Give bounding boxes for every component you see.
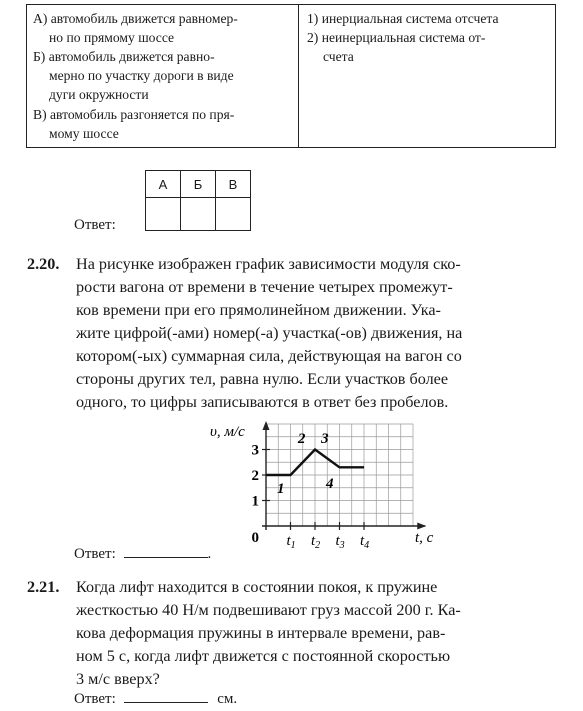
problem-text-line: 3 м/с вверх?	[76, 670, 160, 688]
y-tick-label: 1	[251, 493, 259, 510]
y-tick-label: 3	[251, 442, 259, 459]
y-tick-label: 0	[251, 530, 259, 546]
answer-label-text: Ответ:	[74, 546, 116, 562]
problem-text-line: жите цифрой(-ами) номер(-а) участка(-ов) движения, на	[76, 324, 463, 342]
problem-text-line: ков времени при его прямолинейном движении. Ука-	[76, 301, 441, 319]
answer-unit: см.	[217, 691, 238, 707]
table-right-line: счета	[323, 49, 354, 64]
grid-header-a: А	[146, 171, 181, 198]
table-left-line: В) автомобиль разгоняется по пря-	[33, 107, 235, 122]
segment-label: 2	[297, 431, 306, 448]
answer-cell-b[interactable]	[181, 198, 216, 231]
segment-label: 3	[321, 431, 329, 448]
y-axis-title: υ, м/с	[210, 424, 245, 440]
table-left-line: дуги окружности	[49, 87, 149, 102]
answer-blank[interactable]	[124, 702, 208, 703]
matching-table	[26, 4, 556, 148]
problem-text-line: ном 5 с, когда лифт движется с постоянной скоростью	[76, 647, 451, 665]
x-tick-label: $t_4$	[360, 533, 370, 551]
problem-text-line: рости вагона от времени в течение четырех промежут-	[76, 278, 453, 296]
problem-text-line: одного, то цифры записываются в ответ без пробелов.	[76, 393, 449, 411]
grid-header-v: В	[216, 171, 251, 198]
x-tick-label: $t_1$	[286, 533, 296, 551]
answer-label-text: Ответ:	[74, 691, 116, 707]
answer-label: Ответ:	[74, 217, 116, 233]
x-tick-subscript: 3	[339, 540, 345, 551]
answer-cell-v[interactable]	[216, 198, 251, 231]
problem-number: 2.21.	[27, 578, 60, 596]
table-divider	[298, 5, 299, 147]
x-tick-label: $t_2$	[311, 533, 321, 551]
x-tick-subscript: 2	[315, 540, 321, 551]
table-left-line: Б) автомобиль движется равно-	[33, 49, 215, 64]
grid-header-b: Б	[181, 171, 216, 198]
table-left-line: мому шоссе	[49, 126, 119, 141]
x-axis-arrow	[417, 523, 426, 530]
answer-tail: .	[207, 546, 212, 562]
problem-text-line: котором(-ых) суммарная сила, действующая на вагон со	[76, 347, 462, 365]
problem-number: 2.20.	[27, 255, 60, 273]
answer-blank[interactable]	[124, 557, 208, 558]
table-left-line: А) автомобиль движется равномер-	[33, 11, 238, 26]
x-tick-subscript: 1	[290, 540, 296, 551]
table-right-line: 2) неинерциальная система от-	[307, 30, 486, 45]
y-axis-arrow	[263, 421, 270, 430]
x-tick-subscript: 4	[364, 540, 370, 551]
answer-grid	[145, 170, 251, 231]
segment-label: 4	[326, 475, 334, 492]
x-axis-title: t, с	[415, 530, 434, 546]
problem-text-line: жесткостью 40 Н/м подвешивают груз массой 200 г. Ка-	[76, 601, 461, 619]
y-tick-label: 2	[251, 468, 259, 484]
velocity-time-chart	[200, 418, 434, 558]
answer-row	[74, 691, 237, 708]
x-tick-label: $t_3$	[335, 533, 345, 551]
problem-text-line: кова деформация пружины в интервале времени, рав-	[76, 624, 446, 642]
segment-label: 1	[277, 480, 285, 497]
answer-label	[74, 546, 211, 563]
problem-text-line: На рисунке изображен график зависимости модуля ско-	[76, 255, 461, 273]
problem-text-line: стороны других тел, равна нулю. Если участков более	[76, 370, 449, 388]
table-right-line: 1) инерциальная система отсчета	[307, 11, 499, 26]
table-left-line: но по прямому шоссе	[49, 30, 175, 45]
table-left-line: мерно по участку дороги в виде	[49, 68, 234, 83]
problem-text-line: Когда лифт находится в состоянии покоя, к пружине	[76, 578, 438, 596]
answer-cell-a[interactable]	[146, 198, 181, 231]
